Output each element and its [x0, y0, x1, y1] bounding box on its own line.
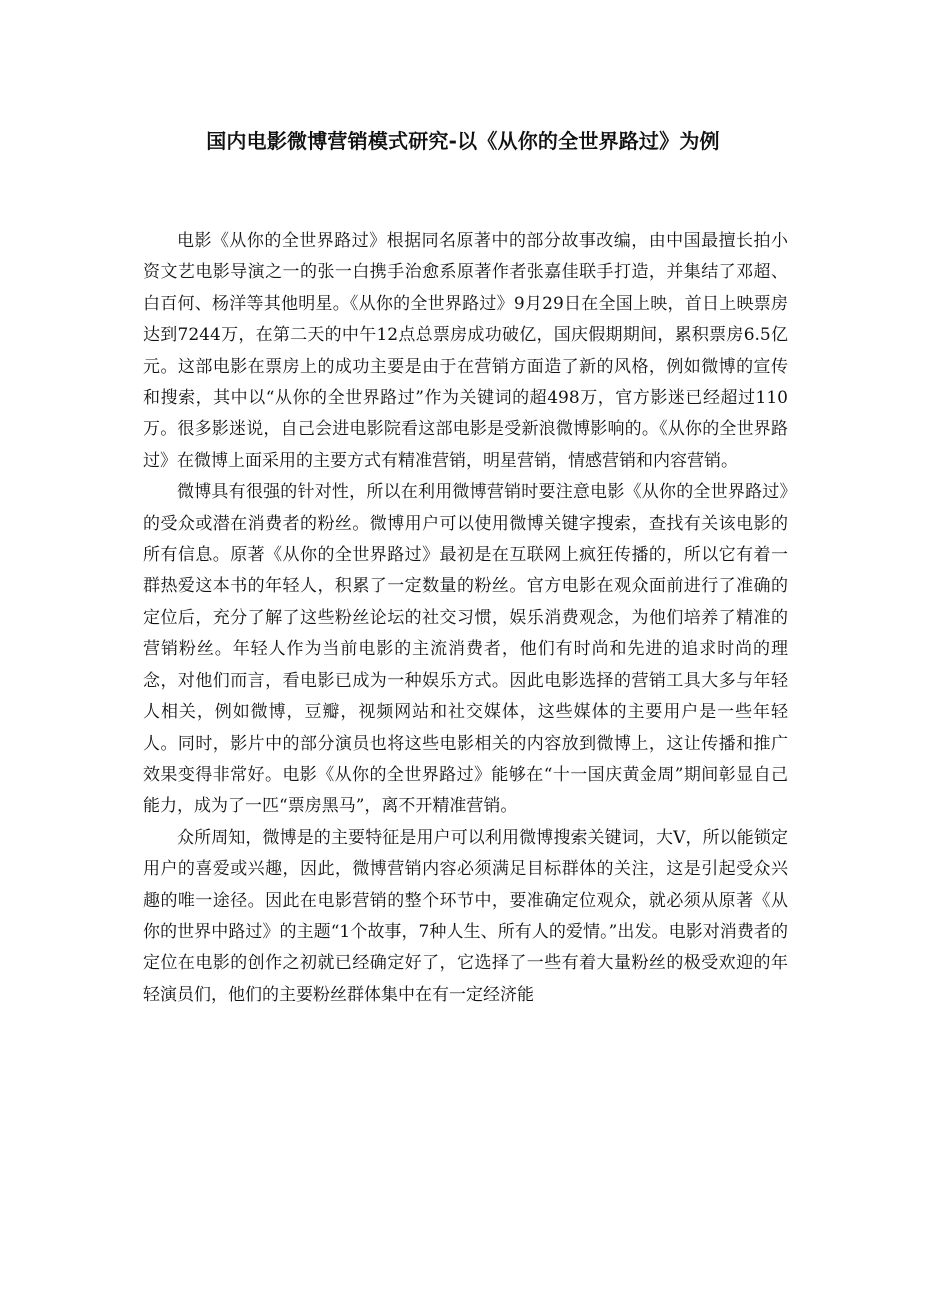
document-body	[143, 226, 788, 1011]
paragraph-1: 电影《从你的全世界路过》根据同名原著中的部分故事改编，由中国最擅长拍小资文艺电影导演之一的张一白携手治愈系原著作者张嘉佳联手打造，并集结了邓超、白百何、杨洋等其他明星。《从你的全世界路过》9月29日在全国上映，首日上映票房达到7244万，在第二天的中午12点总票房成功破亿，国庆假期期间，累积票房6.5亿元。这部电影在票房上的成功主要是由于在营销方面造了新的风格，例如微博的宣传和搜索，其中以“从你的全世界路过”作为关键词的超498万，官方影迷已经超过110万。很多影迷说，自己会进电影院看这部电影是受新浪微博影响的。《从你的全世界路过》在微博上面采用的主要方式有精准营销，明星营销，情感营销和内容营销。	[143, 231, 788, 471]
document-title: 国内电影微博营销模式研究-以《从你的全世界路过》为例	[206, 129, 720, 153]
paragraph-2: 微博具有很强的针对性，所以在利用微博营销时要注意电影《从你的全世界路过》的受众或潜在消费者的粉丝。微博用户可以使用微博关键字搜索，查找有关该电影的所有信息。原著《从你的全世界路过》最初是在互联网上疯狂传播的，所以它有着一群热爱这本书的年轻人，积累了一定数量的粉丝。官方电影在观众面前进行了准确的定位后，充分了解了这些粉丝论坛的社交习惯，娱乐消费观念，为他们培养了精准的营销粉丝。年轻人作为当前电影的主流消费者，他们有时尚和先进的追求时尚的理念，对他们而言，看电影已成为一种娱乐方式。因此电影选择的营销工具大多与年轻人相关，例如微博，豆瓣，视频网站和社交媒体，这些媒体的主要用户是一些年轻人。同时，影片中的部分演员也将这些电影相关的内容放到微博上，这让传播和推广效果变得非常好。电影《从你的全世界路过》能够在“十一国庆黄金周”期间彰显自己能力，成为了一匹“票房黑马”，离不开精准营销。	[143, 482, 788, 817]
paragraph-3: 众所周知，微博是的主要特征是用户可以利用微博搜索关键词，大V，所以能锁定用户的喜爱或兴趣，因此，微博营销内容必须满足目标群体的关注，这是引起受众兴趣的唯一途径。因此在电影营销的整个环节中，要准确定位观众，就必须从原著《从你的世界中路过》的主题“1个故事，7种人生、所有人的爱情。”出发。电影对消费者的定位在电影的创作之初就已经确定好了，它选择了一些有着大量粉丝的极受欢迎的年轻演员们，他们的主要粉丝群体集中在有一定经济能	[143, 827, 788, 1005]
